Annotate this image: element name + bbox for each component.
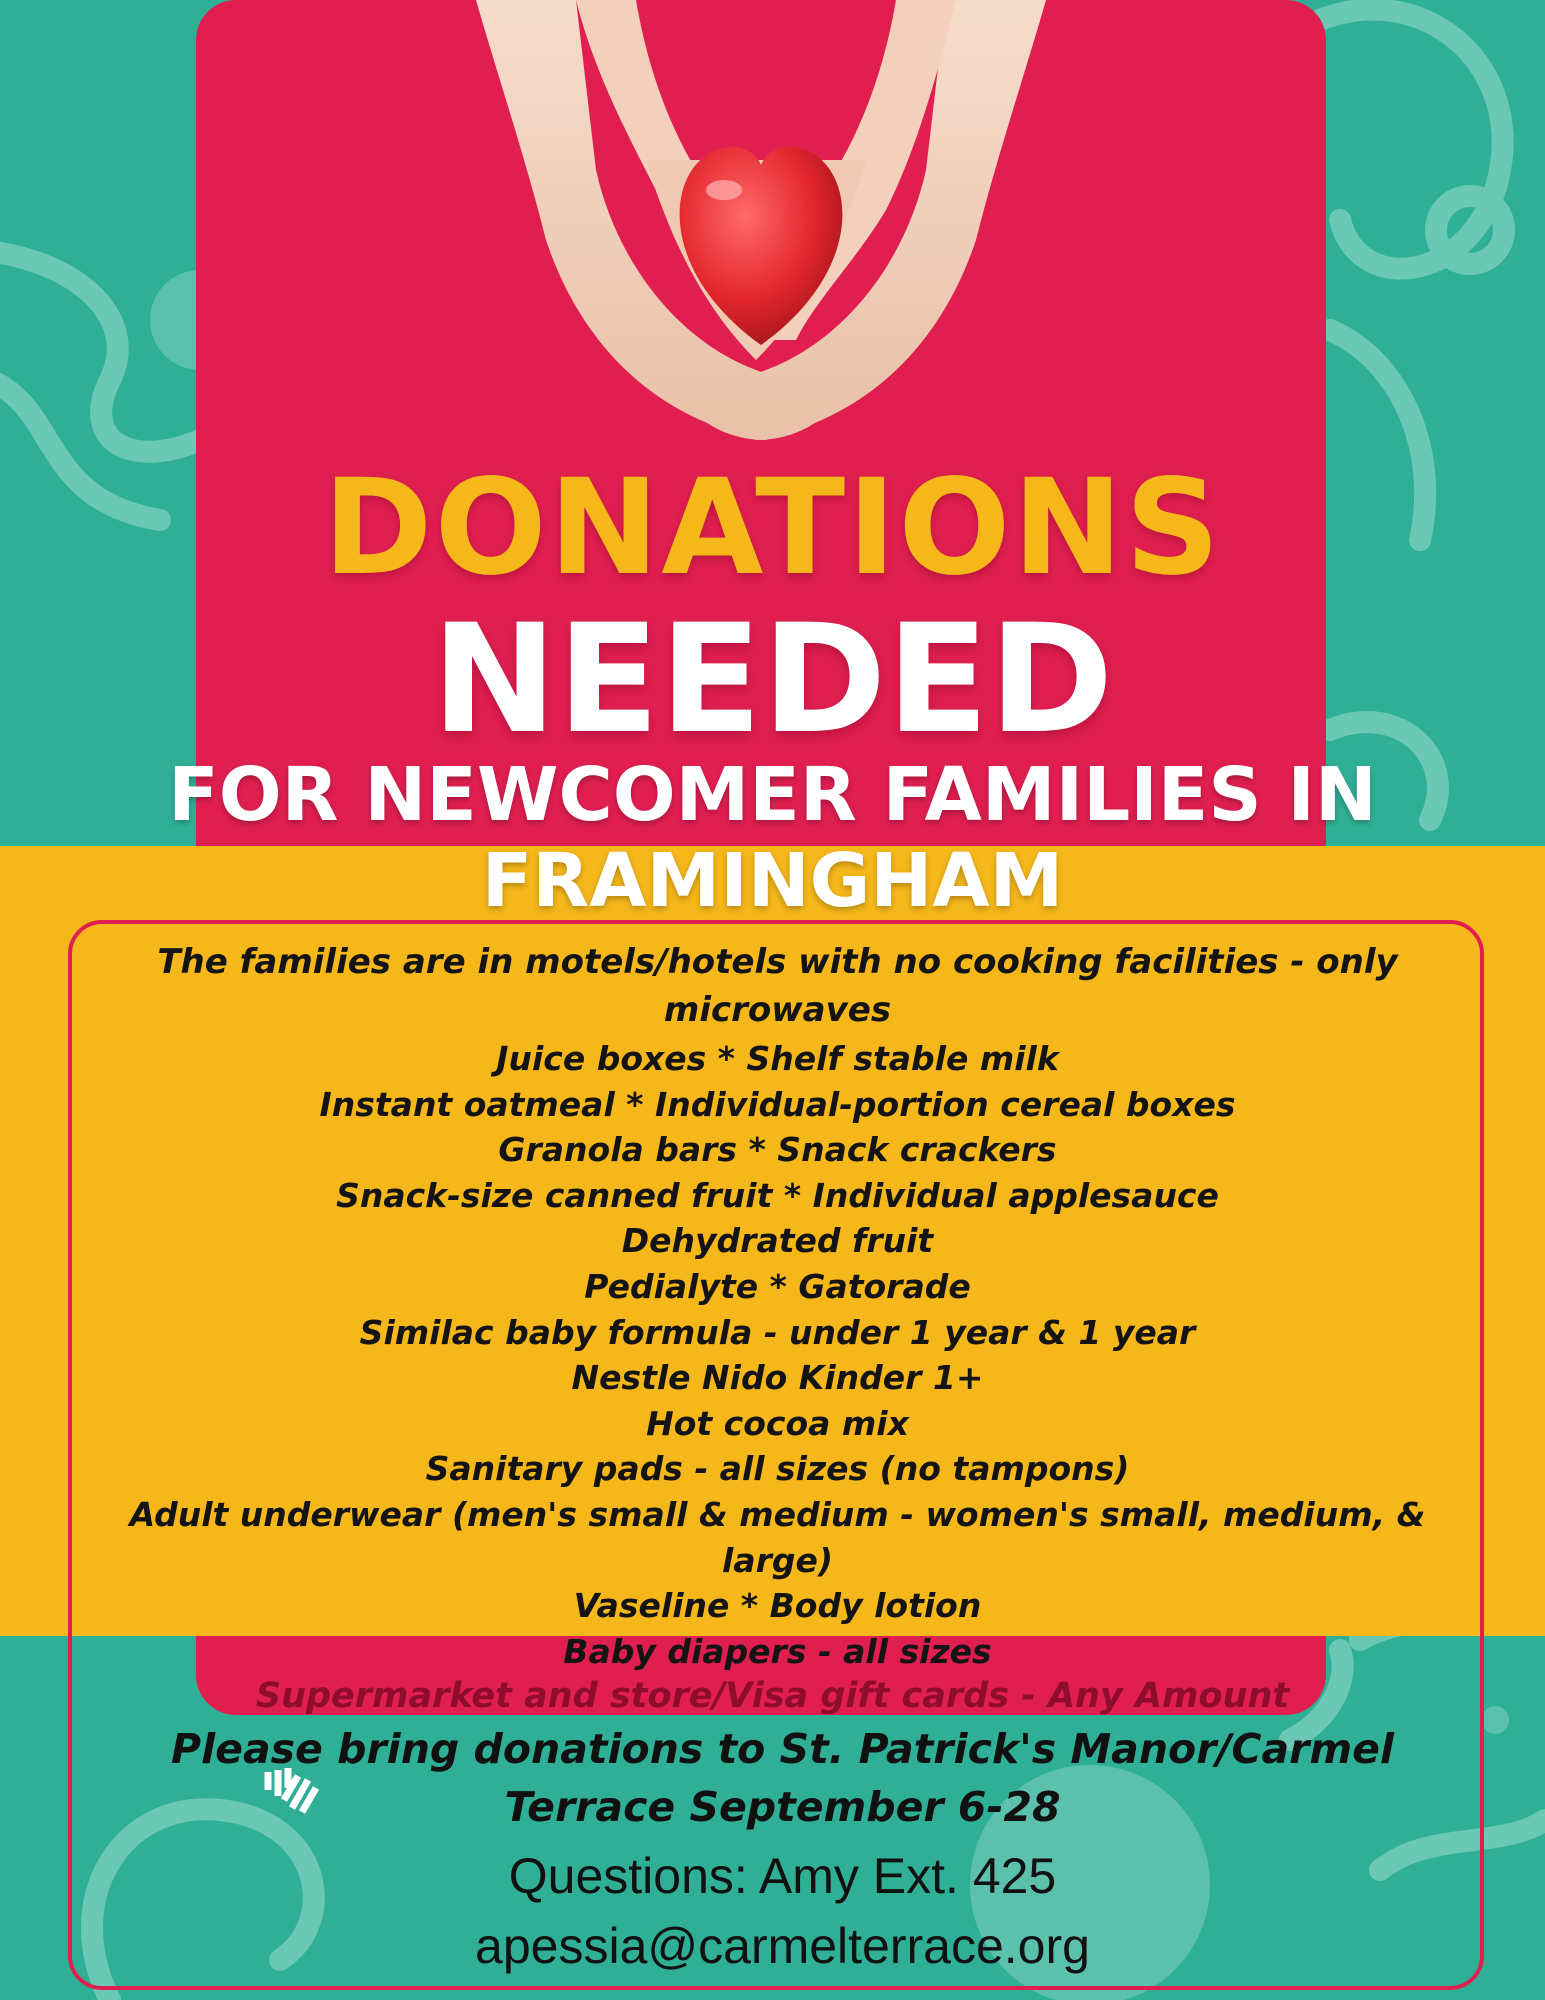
list-item: Dehydrated fruit: [621, 1221, 934, 1261]
sparkle-lines-icon: [262, 1766, 336, 1816]
dropoff-instructions: Please bring donations to St. Patrick's Manor/Carmel Terrace September 6-28: [171, 1725, 1394, 1831]
donation-items-list: [80, 938, 1475, 1674]
hands-holding-heart-icon: [196, 0, 1326, 470]
list-item: Pedialyte * Gatorade: [584, 1266, 971, 1306]
list-item: Juice boxes * Shelf stable milk: [496, 1039, 1059, 1078]
list-item: Baby diapers - all sizes: [563, 1631, 992, 1671]
list-item: Nestle Nido Kinder 1+: [571, 1358, 984, 1398]
title-donations: DONATIONS: [322, 451, 1223, 605]
gift-cards-line: Supermarket and store/Visa gift cards - Any Amount: [255, 1676, 1290, 1716]
list-item: Vaseline * Body lotion: [573, 1586, 982, 1626]
list-item: Instant oatmeal * Individual-portion cereal boxes: [319, 1084, 1236, 1124]
list-item: Adult underwear (men's small & medium - women's small, medium, & large): [129, 1494, 1426, 1580]
questions-contact: Questions: Amy Ext. 425: [508, 1848, 1057, 1904]
list-item: Snack-size canned fruit * Individual applesauce: [336, 1175, 1219, 1215]
list-item: Sanitary pads - all sizes (no tampons): [425, 1449, 1130, 1489]
contact-email: apessia@carmelterrace.org: [475, 1918, 1090, 1974]
list-item: Similac baby formula - under 1 year & 1 year: [359, 1312, 1196, 1352]
list-item: Granola bars * Snack crackers: [498, 1130, 1057, 1170]
subtitle: [0, 752, 1545, 924]
subtitle-line-1: FOR NEWCOMER FAMILIES IN: [168, 752, 1377, 838]
title-needed: NEEDED: [431, 593, 1114, 767]
intro-text: The families are in motels/hotels with no cooking facilities - only microwaves: [157, 942, 1398, 1030]
list-item: Hot cocoa mix: [646, 1403, 909, 1443]
subtitle-line-2: FRAMINGHAM: [481, 838, 1064, 924]
